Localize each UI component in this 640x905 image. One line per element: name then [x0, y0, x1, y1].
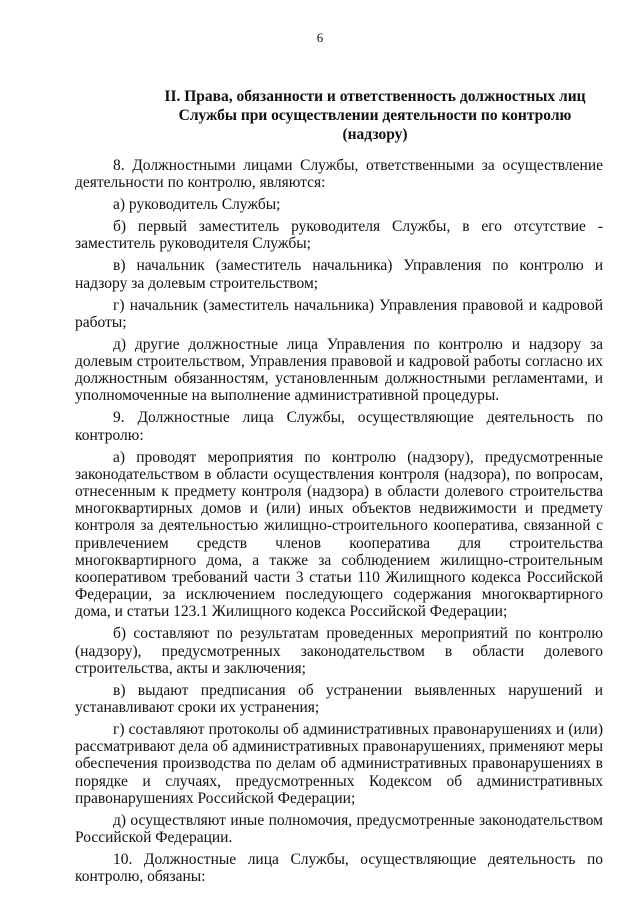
paragraph-8g: г) начальник (заместитель начальника) Управления правовой и кадровой работы;	[75, 296, 603, 331]
section-heading	[150, 87, 600, 144]
paragraph-8a: а) руководитель Службы;	[113, 196, 281, 214]
paragraph-9b: б) составляют по результатам проведенных мероприятий по контролю (надзору), предусмотренных законодательством в области долевого строительства, акты и заключения;	[75, 625, 603, 677]
section-heading-line: Службы при осуществлении деятельности по контролю	[178, 107, 572, 124]
page-number: 6	[316, 30, 324, 45]
section-heading-line: (надзору)	[342, 126, 408, 143]
paragraph-10: 10. Должностные лица Службы, осуществляющие деятельность по контролю, обязаны:	[75, 851, 603, 886]
section-heading-line: II. Права, обязанности и ответственность должностных лиц	[164, 88, 586, 105]
paragraph-9v: в) выдают предписания об устранении выявленных нарушений и устанавливают сроки их устранения;	[75, 681, 603, 717]
paragraph-9: 9. Должностные лица Службы, осуществляющие деятельность по контролю:	[75, 409, 603, 444]
paragraph-9g: г) составляют протоколы об административных правонарушениях и (или) рассматривают дела об административных правонарушениях, применяют меры обеспечения производства по делам об административных правонарушениях в порядке и случаях, предусмотренных Кодексом об административных правонарушениях Российской Федерации;	[75, 721, 603, 807]
paragraph-8b: б) первый заместитель руководителя Службы, в его отсутствие - заместитель руководителя Службы;	[75, 218, 603, 253]
paragraph-9d: д) осуществляют иные полномочия, предусмотренные законодательством Российской Федерации.	[75, 811, 603, 847]
paragraph-9a: а) проводят мероприятия по контролю (надзору), предусмотренные законодательством в области осуществления контроля (надзора), по вопросам, отнесенным к предмету контроля (надзора) в области долевого строительства многоквартирных домов и (или) иных объектов недвижимости и предмету контроля за деятельностью жилищно-строительного кооператива, связанной с привлечением средств членов кооператива для строительства многоквартирного дома, а также за соблюдением жилищно-строительным кооперативом требований части 3 статьи 110 Жилищного кодекса Российской Федерации, за исключением последующего содержания многоквартирного дома, и статьи 123.1 Жилищного кодекса Российской Федерации;	[75, 448, 603, 621]
paragraph-8: 8. Должностными лицами Службы, ответственными за осуществление деятельности по контролю, являются:	[75, 157, 603, 192]
document-body	[75, 157, 603, 890]
paragraph-8v: в) начальник (заместитель начальника) Управления по контролю и надзору за долевым строительством;	[75, 257, 603, 292]
paragraph-8d: д) другие должностные лица Управления по контролю и надзору за долевым строительством, Управления правовой и кадровой работы согласно их должностным обязанностям, установленным должностными регламентами, и уполномоченные на выполнение административной процедуры.	[75, 335, 603, 405]
